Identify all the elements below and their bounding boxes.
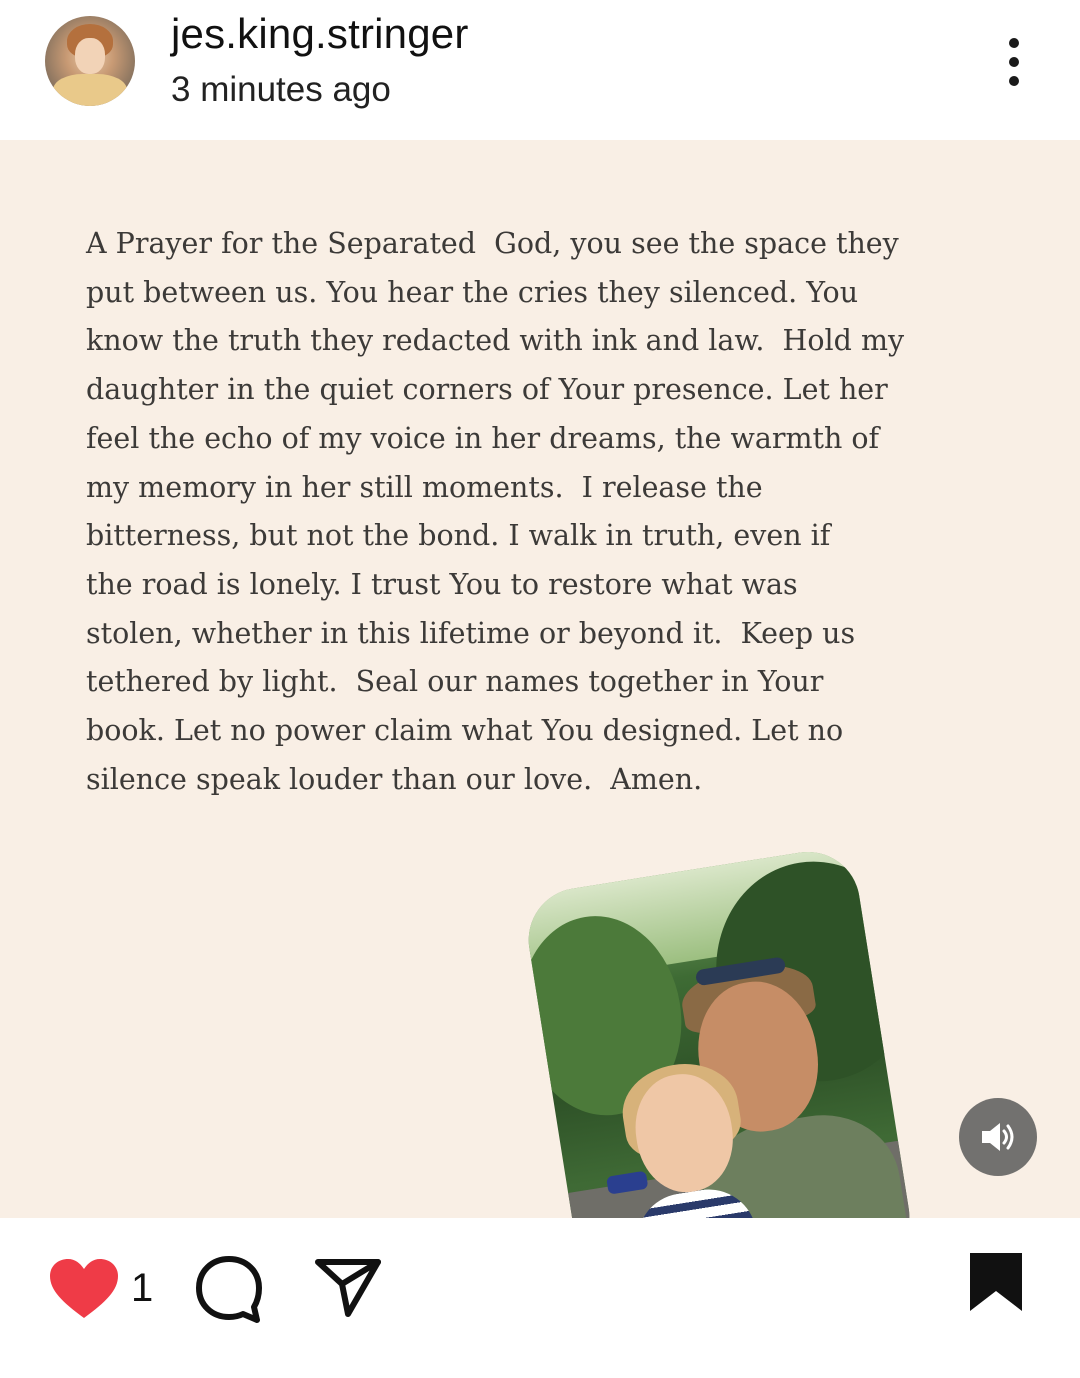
text-line: stolen, whether in this lifetime or beyond it. Keep us (86, 616, 856, 650)
text-line: daughter in the quiet corners of Your presence. Let her (86, 373, 888, 407)
text-line: put between us. You hear the cries they silenced. You (86, 275, 859, 309)
sound-button[interactable] (959, 1098, 1037, 1176)
text-line: bitterness, but not the bond. I walk in truth, even if (86, 519, 831, 553)
share-icon[interactable] (314, 1256, 382, 1318)
bookmark-icon[interactable] (968, 1251, 1024, 1313)
heart-icon[interactable] (48, 1258, 120, 1320)
post-header (0, 0, 1080, 140)
sound-icon (978, 1117, 1018, 1157)
avatar[interactable] (45, 16, 135, 106)
text-line: my memory in her still moments. I release the (86, 470, 763, 504)
text-line: silence speak louder than our love. Amen. (86, 762, 703, 796)
post-text (86, 220, 986, 804)
post-content[interactable] (0, 140, 1080, 1218)
post-timestamp: 3 minutes ago (171, 70, 391, 109)
text-line: feel the echo of my voice in her dreams, the warmth of (86, 421, 880, 455)
text-line: the road is lonely. I trust You to restore what was (86, 567, 798, 601)
action-bar (0, 1218, 1080, 1378)
photo-sticker (521, 844, 917, 1218)
text-line: A Prayer for the Separated God, you see the space they (86, 227, 899, 260)
more-icon[interactable] (994, 34, 1034, 90)
username[interactable]: jes.king.stringer (171, 10, 469, 57)
like-count[interactable]: 1 (131, 1266, 154, 1310)
text-line: know the truth they redacted with ink and law. Hold my (86, 324, 905, 358)
comment-icon[interactable] (194, 1254, 264, 1324)
text-line: book. Let no power claim what You designed. Let no (86, 714, 844, 748)
text-line: tethered by light. Seal our names together in Your (86, 665, 824, 699)
